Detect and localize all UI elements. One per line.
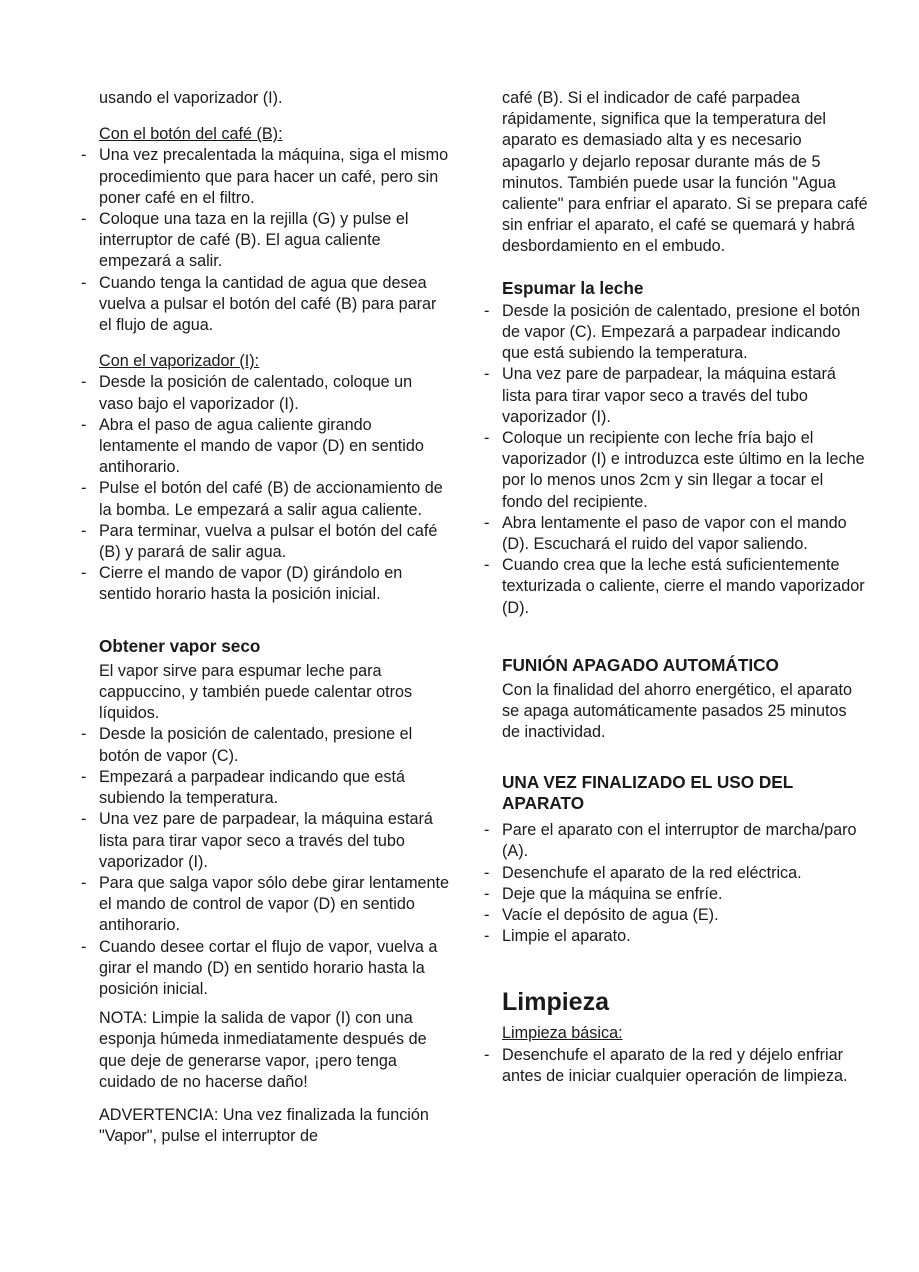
list-item: - Coloque una taza en la rejilla (G) y pulse el interruptor de café (B). El agua caliente empezará a salir. [80, 209, 450, 273]
list-item: - Una vez pare de parpadear, la máquina estará lista para tirar vapor seco a través del tubo vaporizador (I). [80, 809, 450, 873]
right-column [483, 88, 868, 1087]
list-item: - Cierre el mando de vapor (D) girándolo en sentido horario hasta la posición inicial. [80, 563, 450, 605]
note-text: NOTA: Limpie la salida de vapor (I) con una esponja húmeda inmediatamente después de que deje de generarse vapor, ¡pero tenga cuidado de no hacerse daño! [99, 1009, 427, 1091]
warning-text: ADVERTENCIA: Una vez finalizada la función "Vapor", pulse el interruptor de [99, 1105, 429, 1146]
cleaning-list [483, 1045, 868, 1087]
list-item: - Desenchufe el aparato de la red eléctrica. [483, 863, 868, 884]
list-item: - Cuando tenga la cantidad de agua que desea vuelva a pulsar el botón del café (B) para parar el flujo de agua. [80, 273, 450, 337]
continuation-text: café (B). Si el indicador de café parpadea rápidamente, significa que la temperatura del aparato es demasiado alta y es necesario apagarlo y dejarlo reposar durante más de 5 minutos. También puede usar la función "Agua caliente" para enfriar el aparato. Si se prepara café sin enfriar el aparato, el café se quemará y habrá desbordamiento en el embudo. [502, 89, 868, 256]
list-item: - Desenchufe el aparato de la red y déjelo enfriar antes de iniciar cualquier operación de limpieza. [483, 1045, 868, 1087]
coffee-button-heading: Con el botón del café (B): [99, 125, 283, 144]
list-item: - Deje que la máquina se enfríe. [483, 884, 868, 905]
list-item: - Limpie el aparato. [483, 926, 868, 947]
list-item: - Abra lentamente el paso de vapor con el mando (D). Escuchará el ruido del vapor saliendo. [483, 513, 868, 555]
list-item: - Una vez pare de parpadear, la máquina estará lista para tirar vapor seco a través del tubo vaporizador (I). [483, 364, 868, 428]
list-item: - Una vez precalentada la máquina, siga el mismo procedimiento que para hacer un café, pero sin poner café en el filtro. [80, 145, 450, 209]
dry-steam-intro: El vapor sirve para espumar leche para cappuccino, y también puede calentar otros líquidos. [99, 661, 413, 723]
basic-cleaning-subheading: Limpieza básica: [502, 1024, 623, 1043]
milk-list [483, 301, 868, 619]
list-item: - Desde la posición de calentado, presione el botón de vapor (C). Empezará a parpadear indicando que está subiendo la temperatura. [483, 301, 868, 365]
intro-text: usando el vaporizador (I). [99, 89, 283, 107]
auto-off-heading: FUNIÓN APAGADO AUTOMÁTICO [502, 654, 779, 675]
vaporizer-heading: Con el vaporizador (I): [99, 352, 260, 371]
after-use-heading: UNA VEZ FINALIZADO EL USO DEL APARATO [502, 771, 793, 813]
list-item: - Pare el aparato con el interruptor de marcha/paro (A). [483, 820, 868, 862]
list-item: - Coloque un recipiente con leche fría bajo el vaporizador (I) e introduzca este último en la leche por lo menos unos 2cm y sin llegar a tocar el fondo del recipiente. [483, 428, 868, 513]
list-item: - Pulse el botón del café (B) de accionamiento de la bomba. Le empezará a salir agua caliente. [80, 478, 450, 520]
list-item: - Para que salga vapor sólo debe girar lentamente el mando de control de vapor (D) en sentido antihorario. [80, 873, 450, 937]
vaporizer-list [80, 372, 450, 605]
auto-off-text: Con la finalidad del ahorro energético, el aparato se apaga automáticamente pasados 25 minutos de inactividad. [502, 681, 853, 742]
milk-heading: Espumar la leche [502, 277, 644, 298]
list-item: - Cuando desee cortar el flujo de vapor, vuelva a girar el mando (D) en sentido horario hasta la posición inicial. [80, 937, 450, 1001]
list-item: - Cuando crea que la leche está suficientemente texturizada o caliente, cierre el mando vaporizador (D). [483, 555, 868, 619]
list-item: - Desde la posición de calentado, presione el botón de vapor (C). [80, 724, 450, 766]
dry-steam-heading: Obtener vapor seco [99, 635, 261, 656]
list-item: - Desde la posición de calentado, coloque un vaso bajo el vaporizador (I). [80, 372, 450, 414]
left-column [80, 88, 450, 1147]
list-item: - Empezará a parpadear indicando que está subiendo la temperatura. [80, 767, 450, 809]
list-item: - Abra el paso de agua caliente girando lentamente el mando de vapor (D) en sentido antihorario. [80, 415, 450, 479]
list-item: - Vacíe el depósito de agua (E). [483, 905, 868, 926]
after-use-list [483, 820, 868, 947]
coffee-button-list [80, 145, 450, 336]
cleaning-heading: Limpieza [502, 988, 609, 1017]
list-item: - Para terminar, vuelva a pulsar el botón del café (B) y parará de salir agua. [80, 521, 450, 563]
dry-steam-list [80, 724, 450, 1000]
